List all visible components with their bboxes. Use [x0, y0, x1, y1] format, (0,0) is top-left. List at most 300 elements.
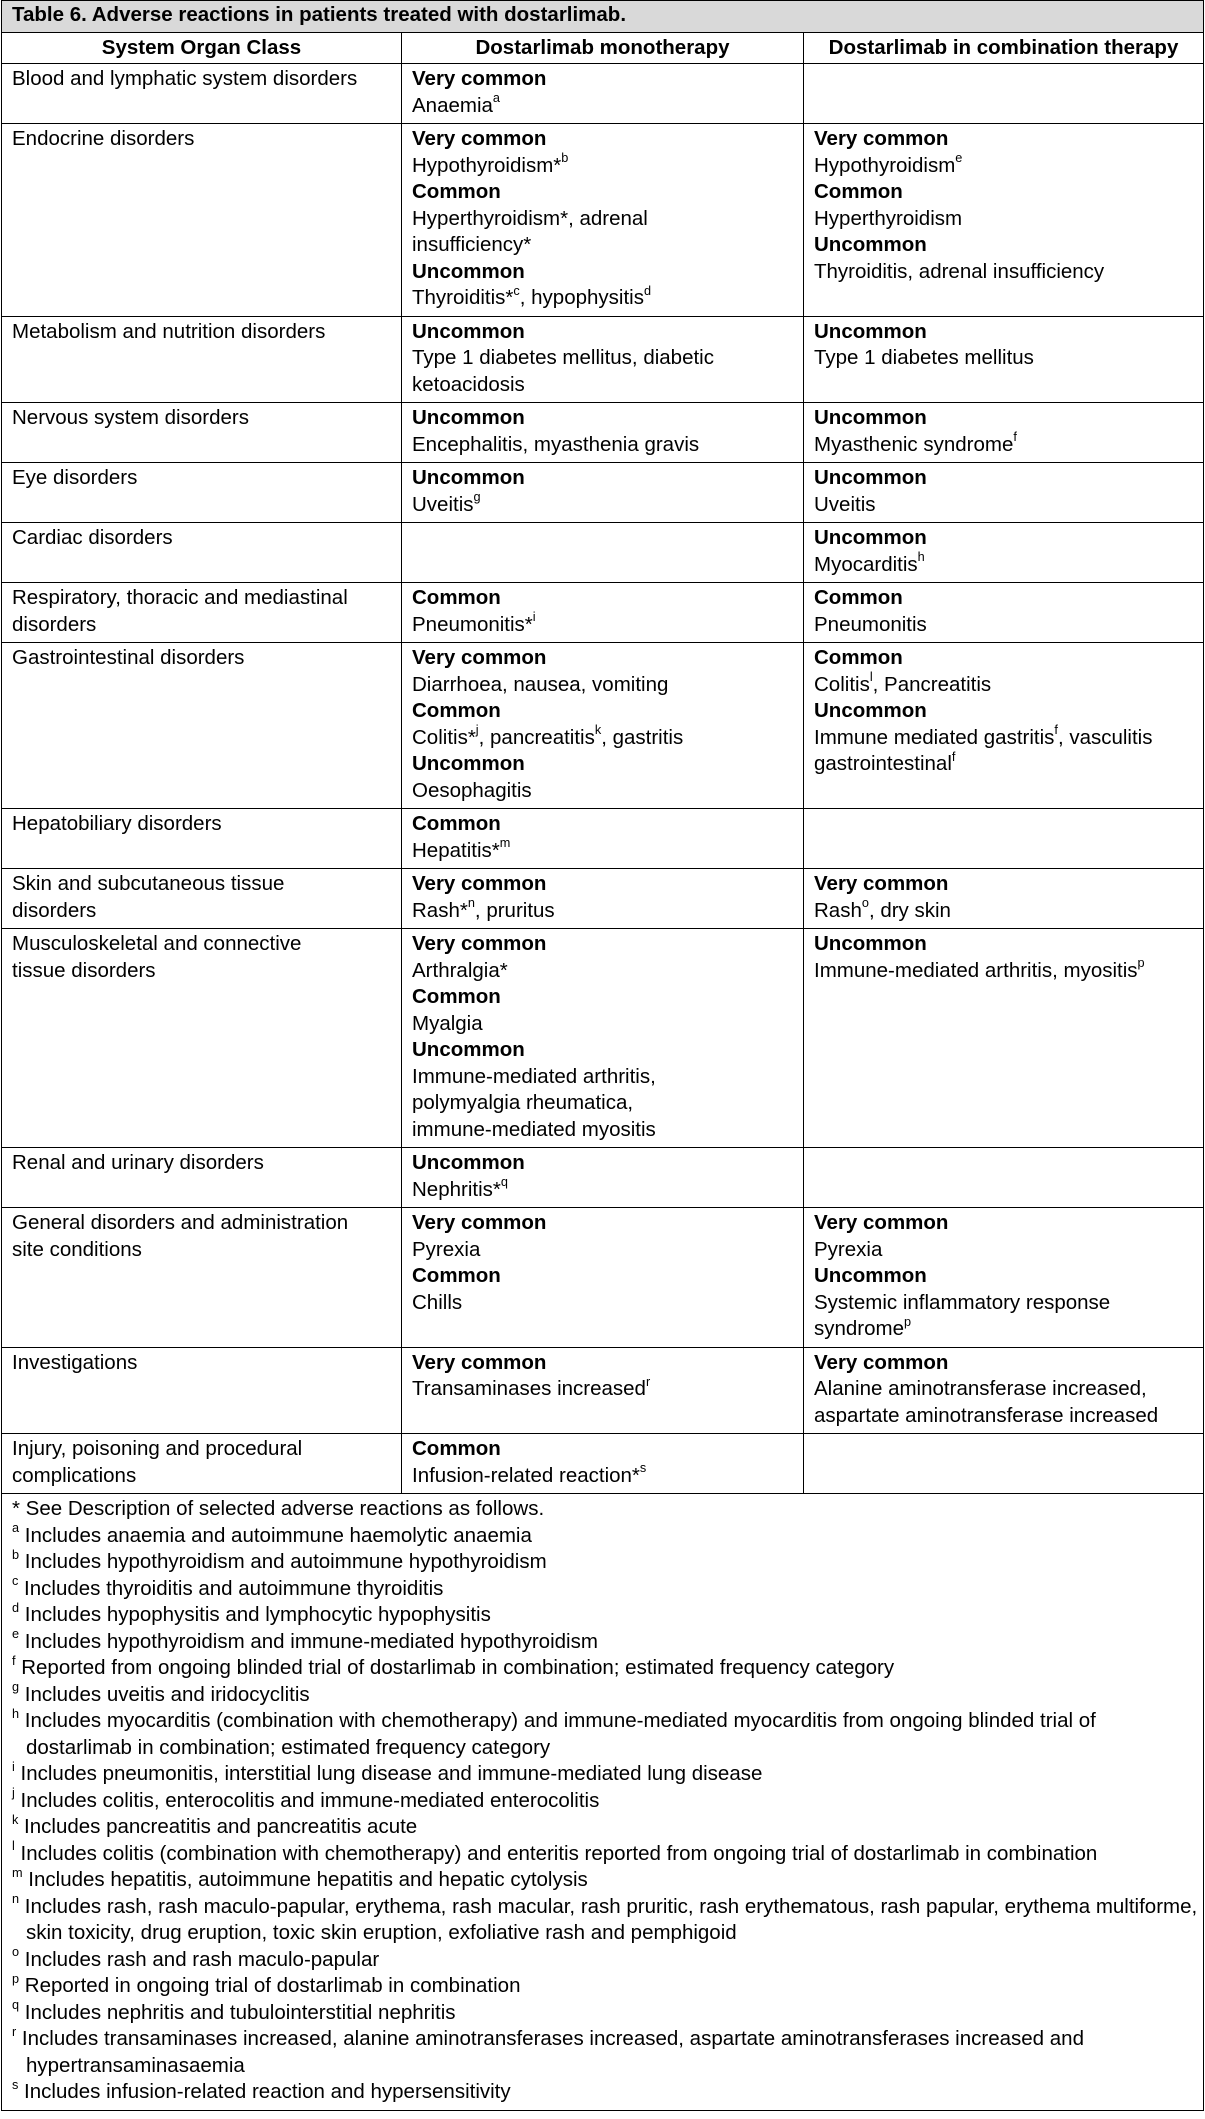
frequency-label [412, 645, 794, 672]
cell-combination [804, 809, 1204, 869]
reaction-text [814, 1313, 1194, 1343]
footnote-symbol: h [12, 1705, 20, 1721]
cell-system-organ-class [2, 929, 402, 1148]
frequency-label [412, 179, 794, 206]
frequency-label [814, 585, 1194, 612]
reaction-text [412, 1174, 794, 1204]
footnote-marker: p [1137, 955, 1145, 971]
text: Uncommon [412, 752, 525, 775]
frequency-label [412, 751, 794, 778]
text: Common [814, 180, 903, 203]
footnote-marker: n [467, 895, 475, 911]
reaction-text [412, 432, 794, 459]
footnote-item [12, 1891, 1199, 1947]
footnote-text: Includes pancreatitis and pancreatitis acute [18, 1815, 418, 1838]
text: Pneumonitis* [412, 612, 533, 636]
footnote-symbol: f [12, 1652, 16, 1668]
cell-system-organ-class [2, 583, 402, 643]
text: Very common [412, 1211, 547, 1234]
text: Common [412, 1264, 501, 1287]
footnote-text: See Description of selected adverse reactions as follows. [19, 1497, 545, 1520]
cell-system-organ-class [2, 643, 402, 809]
reaction-text [814, 748, 1194, 778]
soc-label: Gastrointestinal disorders [12, 646, 245, 669]
frequency-label [814, 405, 1194, 432]
table-row [2, 583, 1204, 643]
frequency-label [814, 319, 1194, 346]
text: Systemic inflammatory response [814, 1290, 1111, 1314]
footnote-symbol: q [12, 1997, 20, 2013]
footnote-item [12, 1679, 1199, 1709]
footnote-text: Includes pneumonitis, interstitial lung disease and immune-mediated lung disease [14, 1762, 763, 1785]
footnote-text: Includes uveitis and iridocyclitis [19, 1682, 310, 1706]
text: Uncommon [814, 526, 927, 549]
reaction-text [412, 958, 794, 985]
footnote-item [12, 1944, 1199, 1974]
footnote-item [12, 1546, 1199, 1576]
text: Rash [814, 898, 862, 922]
footnote-marker: k [594, 722, 602, 738]
footnote-symbol: j [12, 1785, 15, 1801]
table-row [2, 869, 1204, 929]
reaction-text [814, 612, 1194, 639]
soc-label: Injury, poisoning and procedural [12, 1437, 303, 1460]
cell-system-organ-class [2, 463, 402, 523]
reaction-text [412, 778, 794, 805]
text: , pancreatitis [478, 725, 595, 749]
reaction-text [412, 90, 794, 120]
footnote-text: Reported in ongoing trial of dostarlimab in combination [19, 1974, 521, 1997]
frequency-label [412, 465, 794, 492]
footnote-item [12, 1970, 1199, 2000]
footnote-item [12, 1864, 1199, 1894]
reaction-text [814, 206, 1194, 233]
reaction-text [412, 1460, 794, 1490]
reaction-text [412, 1090, 794, 1117]
footnote-text: Includes hypophysitis and lymphocytic hypophysitis [19, 1603, 491, 1626]
text: Alanine aminotransferase increased, [814, 1377, 1147, 1400]
cell-system-organ-class [2, 809, 402, 869]
text: Uncommon [814, 699, 927, 722]
footnote-marker: d [643, 282, 652, 298]
text: Uncommon [814, 466, 927, 489]
text: Very common [412, 932, 547, 955]
footnote-text: Includes myocarditis (combination with chemotherapy) and immune-mediated myocarditis from ongoing blinded trial of dostarlimab in combination; estimated frequency category [19, 1709, 1096, 1759]
footnote-text: Includes hypothyroidism and immune-mediated hypothyroidism [19, 1629, 598, 1653]
reaction-text [412, 835, 794, 865]
soc-label: Metabolism and nutrition disorders [12, 319, 326, 343]
footnote-marker: o [861, 895, 869, 911]
reaction-text [412, 372, 794, 399]
footnote-symbol: n [12, 1891, 20, 1907]
text: immune-mediated myositis [412, 1117, 656, 1141]
text: Common [412, 699, 501, 722]
frequency-label [814, 1263, 1194, 1290]
frequency-label [412, 984, 794, 1011]
text: Common [412, 586, 501, 609]
text: Hepatitis* [412, 838, 500, 862]
reaction-text [412, 1373, 794, 1403]
frequency-label [412, 931, 794, 958]
column-header-soc: System Organ Class [2, 32, 402, 64]
text: Very common [814, 1350, 949, 1374]
footnote-text: Includes nephritis and tubulointerstitial nephritis [19, 2000, 456, 2024]
text: Colitis* [412, 725, 476, 749]
footnote-marker: h [917, 549, 925, 565]
text: , dry skin [868, 898, 951, 922]
reaction-text [412, 895, 794, 925]
soc-label: Investigations [12, 1350, 138, 1374]
footnote-symbol: c [12, 1573, 19, 1589]
footnote-symbol: s [12, 2076, 19, 2092]
footnote-text: Reported from ongoing blinded trial of dostarlimab in combination; estimated frequency category [15, 1656, 895, 1679]
footnote-item [12, 1496, 1199, 1523]
frequency-label [814, 179, 1194, 206]
text: Arthralgia* [412, 958, 508, 982]
table-row [2, 64, 1204, 124]
footnote-marker: s [639, 1460, 647, 1476]
text: , Pancreatitis [872, 672, 992, 696]
text: Uveitis [412, 492, 474, 516]
footnote-marker: m [499, 835, 511, 851]
footnote-symbol: a [12, 1520, 20, 1536]
cell-monotherapy [402, 64, 804, 124]
footnote-text: Includes rash and rash maculo-papular [19, 1947, 380, 1971]
text: Very common [412, 646, 547, 669]
text: Nephritis* [412, 1177, 501, 1201]
soc-label: disorders [12, 612, 97, 636]
reaction-text [814, 492, 1194, 519]
footnote-marker: j [475, 722, 479, 738]
frequency-label [412, 259, 794, 286]
cell-monotherapy [402, 643, 804, 809]
cell-system-organ-class [2, 1208, 402, 1348]
text: Thyroiditis* [412, 286, 514, 309]
text: Infusion-related reaction* [412, 1463, 640, 1487]
footnote-item [12, 1520, 1199, 1550]
text: Myasthenic syndrome [814, 432, 1014, 456]
frequency-label [412, 871, 794, 898]
soc-label: tissue disorders [12, 958, 156, 982]
frequency-label [814, 232, 1194, 259]
cell-system-organ-class [2, 316, 402, 403]
soc-label: Respiratory, thoracic and mediastinal [12, 586, 348, 609]
footnote-item [12, 1626, 1199, 1656]
text: Colitis [814, 672, 870, 696]
frequency-label [412, 1210, 794, 1237]
footnote-item [12, 1705, 1199, 1761]
table-row [2, 124, 1204, 317]
text: Chills [412, 1290, 463, 1314]
cell-system-organ-class [2, 1434, 402, 1494]
soc-label: Skin and subcutaneous tissue [12, 872, 285, 895]
cell-combination [804, 869, 1204, 929]
frequency-label [814, 465, 1194, 492]
soc-label: disorders [12, 898, 97, 922]
cell-monotherapy [402, 1208, 804, 1348]
footnote-text: Includes transaminases increased, alanine aminotransferases increased, aspartate aminotransferases increased and hypertransaminasaemia [16, 2027, 1084, 2077]
text: Very common [412, 872, 547, 895]
footnote-symbol: * [12, 1497, 20, 1520]
text: Very common [412, 67, 547, 90]
footnote-item [12, 1811, 1199, 1841]
footnote-marker: f [951, 748, 956, 764]
frequency-label [412, 1037, 794, 1064]
frequency-label [814, 871, 1194, 898]
frequency-label [814, 1210, 1194, 1237]
soc-label: Endocrine disorders [12, 127, 195, 150]
footnote-text: Includes colitis, enterocolitis and immune-mediated enterocolitis [14, 1788, 600, 1812]
footnote-marker: b [561, 150, 569, 166]
reaction-text [814, 150, 1194, 180]
text: Very common [814, 872, 949, 895]
footnote-marker: f [1054, 722, 1058, 738]
text: Myocarditis [814, 552, 918, 576]
cell-combination [804, 1148, 1204, 1208]
footnote-text: Includes infusion-related reaction and hypersensitivity [18, 2080, 511, 2103]
reaction-text [412, 672, 794, 699]
cell-combination [804, 403, 1204, 463]
text: , hypophysitis [519, 286, 644, 309]
frequency-label [412, 126, 794, 153]
reaction-text [412, 150, 794, 180]
cell-monotherapy [402, 316, 804, 403]
footnotes-row [2, 1494, 1204, 2111]
frequency-label [814, 525, 1194, 552]
reaction-text [412, 232, 794, 259]
cell-combination [804, 929, 1204, 1148]
text: Uncommon [814, 406, 927, 429]
text: , vasculitis [1057, 725, 1153, 749]
table-title: Table 6. Adverse reactions in patients treated with dostarlimab. [2, 1, 1204, 33]
frequency-label [412, 1263, 794, 1290]
reaction-text [412, 206, 794, 233]
text: Hyperthyroidism*, adrenal [412, 206, 648, 230]
footnote-text: Includes hypothyroidism and autoimmune hypothyroidism [19, 1550, 547, 1573]
frequency-label [412, 811, 794, 838]
cell-combination [804, 523, 1204, 583]
reaction-text [412, 1011, 794, 1038]
soc-label: Renal and urinary disorders [12, 1151, 264, 1174]
reaction-text [814, 895, 1194, 925]
footnote-marker: f [1013, 429, 1017, 445]
text: polymyalgia rheumatica, [412, 1091, 634, 1114]
footnote-item [12, 1997, 1199, 2027]
text: Very common [814, 1211, 949, 1234]
frequency-label [814, 1350, 1194, 1377]
text: Uncommon [814, 932, 927, 955]
footnote-item [12, 2023, 1199, 2079]
reaction-text [412, 609, 794, 639]
cell-combination [804, 583, 1204, 643]
text: Very common [412, 127, 547, 150]
cell-monotherapy [402, 463, 804, 523]
cell-system-organ-class [2, 869, 402, 929]
text: Uncommon [814, 319, 927, 343]
text: Uncommon [412, 406, 525, 429]
frequency-label [814, 645, 1194, 672]
footnotes [2, 1494, 1204, 2111]
cell-combination [804, 463, 1204, 523]
footnote-symbol: r [12, 2023, 17, 2039]
table-row [2, 643, 1204, 809]
text: Type 1 diabetes mellitus, diabetic [412, 346, 714, 369]
cell-system-organ-class [2, 523, 402, 583]
reaction-text [814, 955, 1194, 985]
soc-label: General disorders and administration [12, 1211, 349, 1234]
footnote-text: Includes rash, rash maculo-papular, erythema, rash macular, rash pruritic, rash erythematous, rash papular, erythema multiforme, skin toxicity, drug eruption, toxic skin eruption, exfoliative rash and pemphigoid [19, 1894, 1198, 1944]
text: Uncommon [412, 1038, 525, 1061]
cell-combination [804, 124, 1204, 317]
frequency-label [412, 319, 794, 346]
table-title-row [2, 1, 1204, 33]
reaction-text [412, 722, 794, 752]
soc-label: Nervous system disorders [12, 406, 249, 429]
reaction-text [412, 489, 794, 519]
text: Pneumonitis [814, 612, 927, 636]
text: Very common [814, 127, 949, 150]
frequency-label [412, 698, 794, 725]
reaction-text [412, 282, 794, 312]
text: Uncommon [814, 233, 927, 256]
text: Uncommon [412, 259, 525, 283]
footnote-marker: r [645, 1373, 651, 1389]
table-row [2, 403, 1204, 463]
table-row [2, 316, 1204, 403]
cell-monotherapy [402, 1434, 804, 1494]
cell-combination [804, 1434, 1204, 1494]
text: Transaminases increased [412, 1377, 646, 1400]
footnote-item [12, 1652, 1199, 1682]
frequency-label [814, 698, 1194, 725]
text: Hyperthyroidism [814, 206, 963, 230]
frequency-label [412, 1350, 794, 1377]
footnote-symbol: p [12, 1970, 20, 1986]
cell-monotherapy [402, 929, 804, 1148]
text: Common [412, 985, 501, 1008]
cell-system-organ-class [2, 64, 402, 124]
text: Thyroiditis, adrenal insufficiency [814, 259, 1105, 283]
text: Common [412, 812, 501, 835]
frequency-label [412, 1436, 794, 1463]
header-row [2, 32, 1204, 64]
footnote-symbol: o [12, 1944, 20, 1960]
reaction-text [412, 1290, 794, 1317]
table-row [2, 523, 1204, 583]
cell-monotherapy [402, 869, 804, 929]
soc-label: Eye disorders [12, 466, 138, 489]
text: Immune-mediated arthritis, [412, 1064, 656, 1088]
reaction-text [814, 1376, 1194, 1403]
reaction-text [412, 1064, 794, 1091]
text: Pyrexia [814, 1237, 883, 1261]
text: Uncommon [814, 1264, 927, 1287]
cell-monotherapy [402, 1347, 804, 1434]
soc-label: complications [12, 1463, 137, 1487]
footnote-marker: g [473, 489, 481, 505]
table-body [2, 64, 1204, 1494]
footnote-text: Includes thyroiditis and autoimmune thyroiditis [18, 1576, 444, 1600]
footnote-symbol: e [12, 1626, 20, 1642]
text: ketoacidosis [412, 372, 525, 396]
cell-combination [804, 643, 1204, 809]
cell-system-organ-class [2, 403, 402, 463]
text: Common [412, 180, 501, 203]
text: Immune-mediated arthritis, myositis [814, 958, 1138, 982]
footnote-item [12, 1573, 1199, 1603]
footnote-symbol: d [12, 1599, 20, 1615]
reaction-text [814, 1403, 1194, 1430]
reaction-text [412, 1237, 794, 1264]
adverse-reactions-table [1, 0, 1204, 2111]
cell-system-organ-class [2, 124, 402, 317]
text: Anaemia [412, 93, 493, 117]
cell-combination [804, 316, 1204, 403]
footnote-marker: q [500, 1174, 508, 1190]
footnote-symbol: k [12, 1811, 19, 1827]
cell-monotherapy [402, 809, 804, 869]
text: Uncommon [412, 1151, 525, 1174]
frequency-label [412, 66, 794, 93]
footnote-marker: e [955, 150, 963, 166]
footnote-symbol: i [12, 1758, 15, 1774]
footnote-marker: c [513, 282, 520, 298]
text: Hypothyroidism [814, 153, 956, 177]
text: Oesophagitis [412, 778, 532, 802]
text: Uveitis [814, 492, 876, 516]
footnote-symbol: b [12, 1546, 20, 1562]
text: , gastritis [601, 725, 684, 749]
table-row [2, 1208, 1204, 1348]
reaction-text [814, 549, 1194, 579]
text: gastrointestinal [814, 752, 952, 775]
footnote-symbol: l [12, 1838, 15, 1854]
footnote-item [12, 2076, 1199, 2106]
table-row [2, 929, 1204, 1148]
cell-monotherapy [402, 124, 804, 317]
frequency-label [814, 126, 1194, 153]
footnote-symbol: m [12, 1864, 23, 1880]
reaction-text [814, 1290, 1194, 1317]
reaction-text [814, 722, 1194, 752]
soc-label: site conditions [12, 1237, 142, 1261]
table-row [2, 1347, 1204, 1434]
footnote-marker: a [492, 90, 500, 106]
reaction-text [814, 345, 1194, 372]
cell-monotherapy [402, 523, 804, 583]
cell-monotherapy [402, 403, 804, 463]
text: Pyrexia [412, 1237, 481, 1261]
footnote-marker: i [532, 609, 536, 625]
reaction-text [814, 259, 1194, 286]
table-row [2, 1148, 1204, 1208]
text: Rash* [412, 898, 468, 922]
text: Diarrhoea, nausea, vomiting [412, 672, 669, 696]
text: aspartate aminotransferase increased [814, 1403, 1159, 1427]
footnote-symbol: g [12, 1679, 20, 1695]
reaction-text [814, 669, 1194, 699]
reaction-text [412, 1117, 794, 1144]
text: Very common [412, 1350, 547, 1374]
text: Uncommon [412, 319, 525, 343]
footnote-item [12, 1599, 1199, 1629]
footnote-item [12, 1838, 1199, 1868]
text: Encephalitis, myasthenia gravis [412, 432, 700, 456]
text: , pruritus [474, 898, 555, 922]
text: Uncommon [412, 466, 525, 489]
column-header-combination: Dostarlimab in combination therapy [804, 32, 1204, 64]
cell-combination [804, 1347, 1204, 1434]
